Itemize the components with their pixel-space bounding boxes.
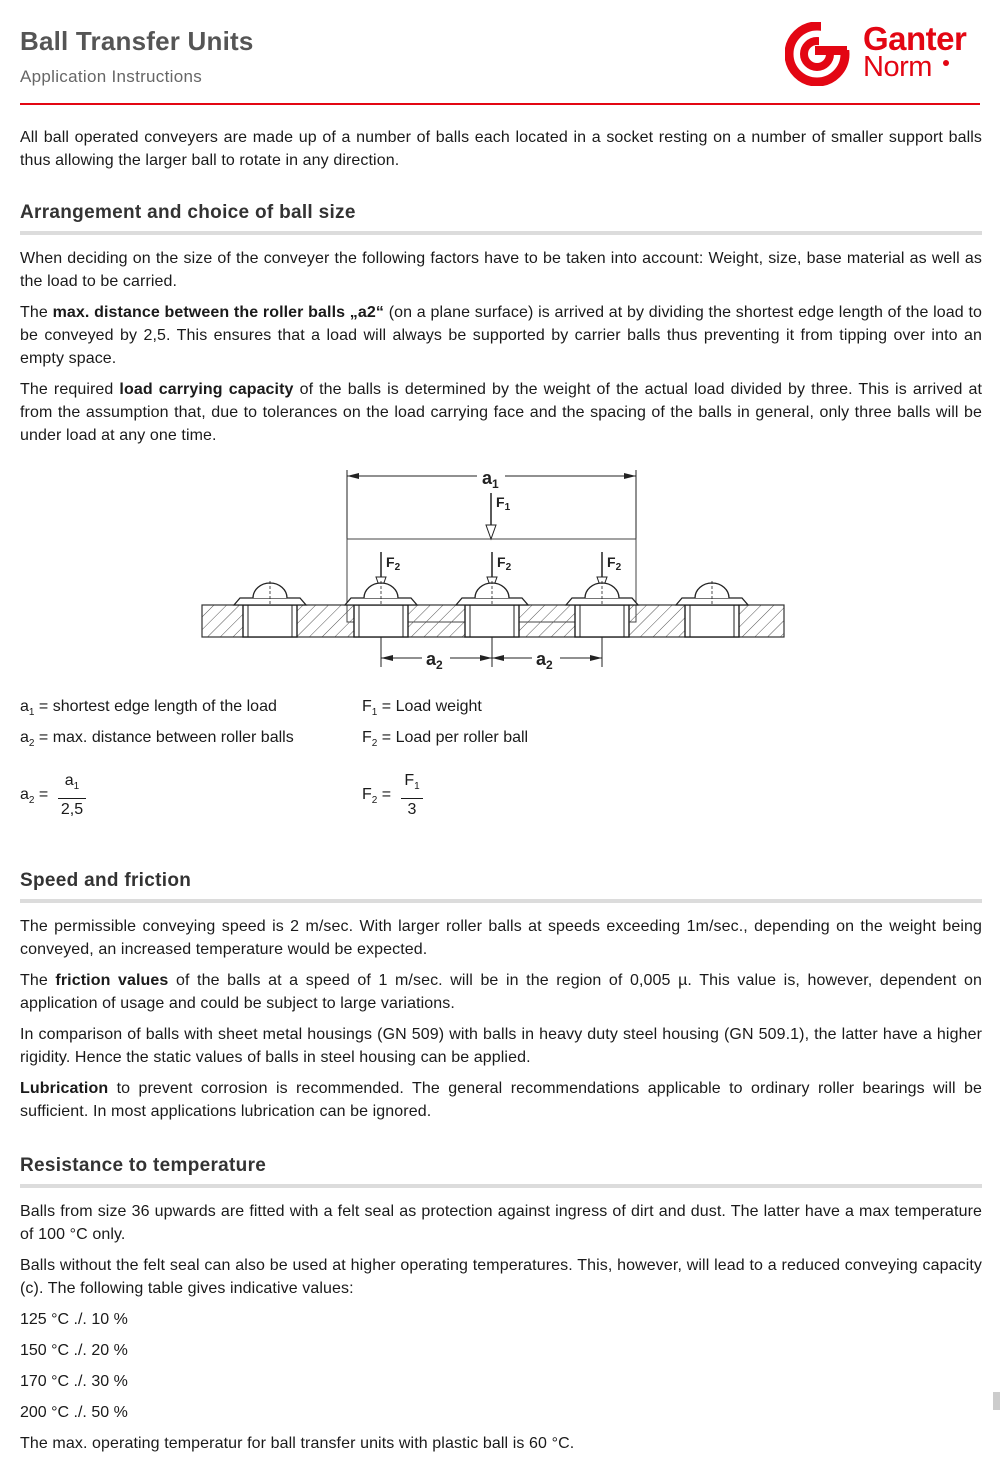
ball-arrangement-diagram — [20, 455, 982, 695]
temperature-paragraph-2: Balls without the felt seal can also be used at higher operating temperatures. This, however, will lead to a reduced conveying capacity (c). The following table gives indicative values: — [20, 1257, 982, 1297]
legend-text: = shortest edge length of the load — [34, 698, 277, 715]
ganter-norm-logo — [785, 22, 985, 86]
svg-text:F2: $F_2$ — [386, 554, 401, 573]
symbol: F — [362, 786, 372, 803]
formula-a2-lhs — [20, 785, 48, 811]
symbol-legend — [20, 695, 982, 870]
page-subtitle: Application Instructions — [20, 67, 203, 86]
arrow-head — [347, 473, 359, 479]
symbol: a — [20, 698, 29, 715]
ganter-g-icon — [785, 22, 851, 86]
temperature-row: 200 °C ./. 50 % — [20, 1404, 128, 1421]
speed-paragraph-4 — [20, 1077, 982, 1123]
bold-term: Lubrication — [20, 1080, 109, 1097]
section-arrangement-header — [20, 202, 982, 235]
logo-text-norm: Norm — [863, 51, 932, 83]
section-speed-header — [20, 870, 982, 903]
registered-dot-icon — [942, 59, 950, 67]
ball-transfer-unit — [566, 581, 638, 637]
diagram-svg — [20, 455, 982, 695]
fraction-bar — [401, 798, 423, 799]
equals: = — [377, 786, 392, 803]
formula-f2-lhs — [362, 785, 391, 811]
symbol: F — [362, 698, 372, 715]
numerator: $F_1$ — [404, 772, 420, 793]
numerator: $a_1$ — [64, 772, 80, 793]
logo-text-ganter: Ganter — [863, 20, 967, 57]
arrow-head — [492, 655, 504, 661]
denominator: 3 — [407, 801, 417, 819]
symbol: a — [20, 729, 29, 746]
subscript: 2 — [371, 738, 378, 750]
subscript: 2 — [371, 795, 378, 807]
arrangement-paragraph-1: When deciding on the size of the conveyer the following factors have to be taken into account: Weight, size, base material as well as the load to be carried. — [20, 250, 982, 290]
fraction-bar — [58, 798, 86, 799]
bold-term: load carrying capacity — [119, 381, 294, 398]
bold-term: max. distance between the roller balls „a2“ — [52, 304, 385, 321]
section-temperature-header — [20, 1155, 982, 1188]
legend-text: = max. distance between roller balls — [34, 729, 294, 746]
header-divider — [20, 103, 980, 105]
label-a1: $a_1$ — [482, 468, 499, 491]
arrow-head — [480, 655, 492, 661]
temperature-row: 125 °C ./. 10 % — [20, 1311, 128, 1328]
ball-transfer-unit — [456, 581, 528, 637]
subscript: 1 — [28, 707, 35, 719]
formula-f2-fraction — [401, 771, 423, 820]
intro-paragraph: All ball operated conveyers are made up of a number of balls each located in a socket resting on a number of smaller support balls thus allowing the larger ball to rotate in any direction. — [20, 129, 982, 169]
document-body — [20, 126, 982, 1463]
arrow-head — [381, 655, 393, 661]
text-run: of the balls is determined by the weight of the actual load divided by three. This is arrived at from the assumption that, due to tolerances on the load carrying face and the spacing of the balls in general, only three balls will be under load at any one time. — [20, 381, 983, 444]
arrangement-paragraph-3 — [20, 378, 982, 447]
legend-text: = Load per roller ball — [377, 729, 529, 746]
ball-transfer-unit — [676, 581, 748, 637]
subscript: 1 — [371, 707, 378, 719]
text-run: The required — [20, 381, 120, 398]
denominator: 2,5 — [60, 801, 84, 819]
legend-f2 — [362, 728, 528, 754]
ball-transfer-unit — [234, 581, 306, 637]
svg-text:F2: $F_2$ — [497, 554, 512, 573]
page-edge-mark — [993, 1392, 1000, 1410]
temperature-row: 170 °C ./. 30 % — [20, 1373, 128, 1390]
speed-paragraph-2 — [20, 969, 982, 1015]
subscript: 2 — [28, 795, 35, 807]
arrow-head — [590, 655, 602, 661]
text-run: The — [20, 304, 53, 321]
f1-arrow-head — [486, 525, 496, 539]
temperature-paragraph-1: Balls from size 36 upwards are fitted with a felt seal as protection against ingress of dirt and dust. The latter have a max temperature of 100 °C only. — [20, 1203, 982, 1243]
label-a2-left: $a_2$ — [426, 649, 443, 672]
page-title: Ball Transfer Units — [20, 26, 254, 56]
svg-text:F2: $F_2$ — [607, 554, 622, 573]
section-heading-arrangement: Arrangement and choice of ball size — [20, 202, 356, 223]
legend-text: = Load weight — [377, 698, 482, 715]
legend-a2 — [20, 728, 294, 754]
bold-term: friction values — [55, 972, 169, 989]
text-run: (on a plane surface) is arrived at by dividing the shortest edge length of the load to be conveyed by 2,5. This ensures that a load will always be supported by carrier balls thus preventing it from tipping over into an empty space. — [20, 304, 982, 367]
symbol: a — [20, 786, 29, 803]
arrangement-paragraph-2 — [20, 301, 982, 370]
ball-transfer-unit — [345, 581, 417, 637]
arrow-head — [624, 473, 636, 479]
speed-paragraph-1: The permissible conveying speed is 2 m/sec. With larger roller balls at speeds exceeding 1m/sec., depending on the weight being conveyed, an increased temperature would be expected. — [20, 918, 982, 958]
speed-paragraph-3: In comparison of balls with sheet metal housings (GN 509) with balls in heavy duty steel housing (GN 509.1), the latter have a higher rigidity. Hence the static values of balls in steel housing can be applied. — [20, 1026, 982, 1066]
text-run: The — [20, 972, 56, 989]
section-heading-temperature: Resistance to temperature — [20, 1155, 267, 1176]
temperature-row: 150 °C ./. 20 % — [20, 1342, 128, 1359]
label-f1: $F_1$ — [496, 494, 511, 513]
text-run: to prevent corrosion is recommended. The general recommendations applicable to ordinary roller bearings will be sufficient. In most applications lubrication can be ignored. — [20, 1080, 982, 1120]
section-heading-speed: Speed and friction — [20, 870, 192, 891]
legend-f1 — [362, 697, 482, 723]
temperature-paragraph-3: The max. operating temperatur for ball transfer units with plastic ball is 60 °C. — [20, 1435, 575, 1452]
text-run: of the balls at a speed of 1 m/sec. will be in the region of 0,005 µ. This value is, however, dependent on application of usage and could be subject to large variations. — [20, 972, 982, 1012]
symbol: F — [362, 729, 372, 746]
subscript: 2 — [28, 738, 35, 750]
label-a2-right: $a_2$ — [536, 649, 553, 672]
equals: = — [34, 786, 49, 803]
formula-a2-fraction — [58, 771, 86, 820]
legend-a1 — [20, 697, 277, 723]
